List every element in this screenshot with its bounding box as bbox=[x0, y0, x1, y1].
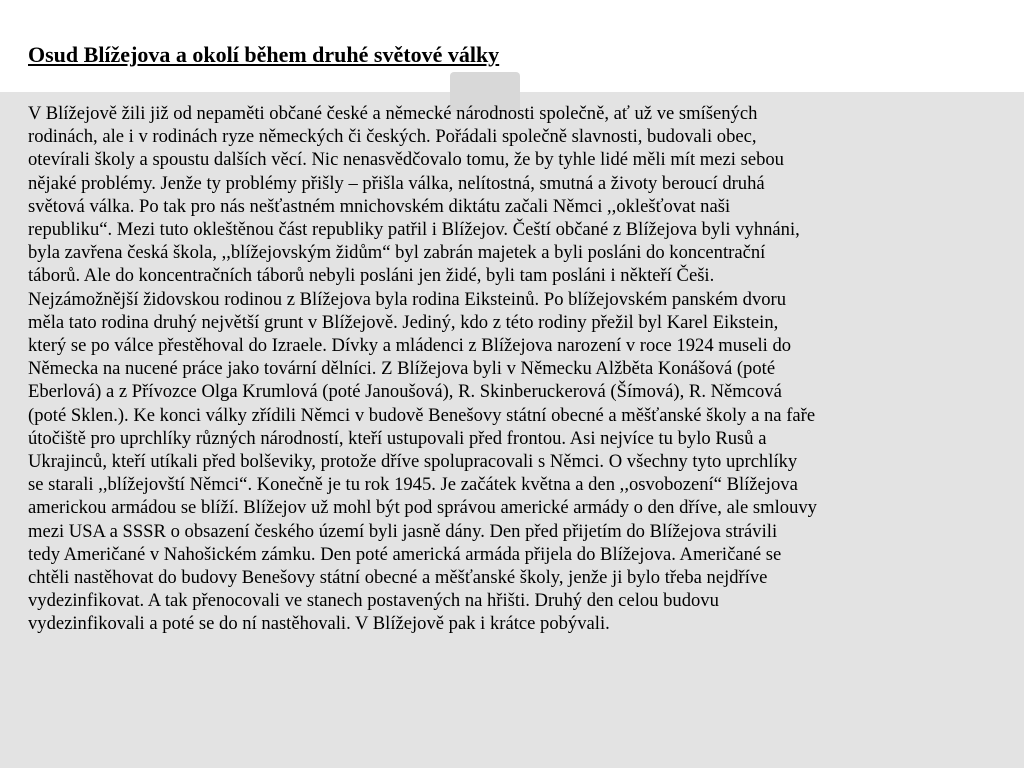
text-line: rodinách, ale i v rodinách ryze německých či českých. Pořádali společně slavnosti, budovali obec, bbox=[28, 126, 757, 148]
text-line: tedy Američané v Nahošickém zámku. Den poté americká armáda přijela do Blížejova. Američané se bbox=[28, 543, 782, 565]
text-line: mezi USA a SSSR o obsazení českého území byli jasně dány. Den před přijetím do Blížejova strávili bbox=[28, 520, 778, 542]
text-line: útočiště pro uprchlíky různých národností, kteří ustupovali před frontou. Asi nejvíce tu bylo Rusů a bbox=[28, 427, 767, 449]
text-line: nějaké problémy. Jenže ty problémy přišly – přišla válka, nelítostná, smutná a životy beroucí druhá bbox=[28, 172, 765, 194]
text-line: vydezinfikovali a poté se do ní nastěhovali. V Blížejově pak i krátce pobývali. bbox=[28, 613, 610, 635]
text-line: světová válka. Po tak pro nás nešťastném mnichovském diktátu začali Němci ,,oklešťovat naši bbox=[28, 195, 731, 217]
text-line: se starali ,,blížejovští Němci“. Konečně je tu rok 1945. Je začátek května a den ,,osvobození“ Blížejova bbox=[28, 474, 798, 496]
text-line: byla zavřena česká škola, ,,blížejovským židům“ byl zabrán majetek a byli posláni do koncentrační bbox=[28, 242, 766, 264]
text-line: Nejzámožnější židovskou rodinou z Blížejova byla rodina Eiksteinů. Po blížejovském panském dvoru bbox=[28, 288, 787, 310]
text-line: republiku“. Mezi tuto okleštěnou část republiky patřil i Blížejov. Čeští občané z Blížejova byli vyhnáni, bbox=[28, 219, 800, 241]
slide-body-text bbox=[28, 102, 1003, 636]
text-line: americkou armádou se blíží. Blížejov už mohl být pod správou americké armády o den dříve, ale smlouvy bbox=[28, 497, 817, 519]
text-line: vydezinfikovat. A tak přenocovali ve stanech postavených na hřišti. Druhý den celou budovu bbox=[28, 590, 719, 612]
text-line: Německa na nucené práce jako tovární dělníci. Z Blížejova byli v Německu Alžběta Konášová (poté bbox=[28, 358, 776, 380]
text-line: Ukrajinců, kteří utíkali před bolševiky, protože dříve spolupracovali s Němci. O všechny tyto uprchlíky bbox=[28, 451, 798, 473]
slide-title: Osud Blížejova a okolí během druhé světové války bbox=[28, 42, 500, 67]
text-line: otevírali školy a spoustu dalších věcí. Nic nenasvědčovalo tomu, že by tyhle lidé měli mít mezi sebou bbox=[28, 149, 784, 171]
text-line: (poté Sklen.). Ke konci války zřídili Němci v budově Benešovy státní obecné a měšťanské školy a na faře bbox=[28, 404, 816, 426]
text-line: V Blížejově žili již od nepaměti občané české a německé národnosti společně, ať už ve smíšených bbox=[28, 103, 758, 124]
text-line: táborů. Ale do koncentračních táborů nebyli posláni jen židé, byli tam posláni i někteří Češi. bbox=[28, 265, 715, 287]
text-line: Eberlová) a z Přívozce Olga Krumlová (poté Janoušová), R. Skinberuckerová (Šímová), R. Němcová bbox=[28, 381, 782, 403]
text-line: chtěli nastěhovat do budovy Benešovy státní obecné a měšťanské školy, jenže ji bylo třeba nejdříve bbox=[28, 567, 768, 589]
text-line: měla tato rodina druhý největší grunt v Blížejově. Jediný, kdo z této rodiny přežil byl Karel Eikstein, bbox=[28, 311, 779, 333]
text-line: který se po válce přestěhoval do Izraele. Dívky a mládenci z Blížejova narození v roce 1924 museli do bbox=[28, 335, 792, 357]
